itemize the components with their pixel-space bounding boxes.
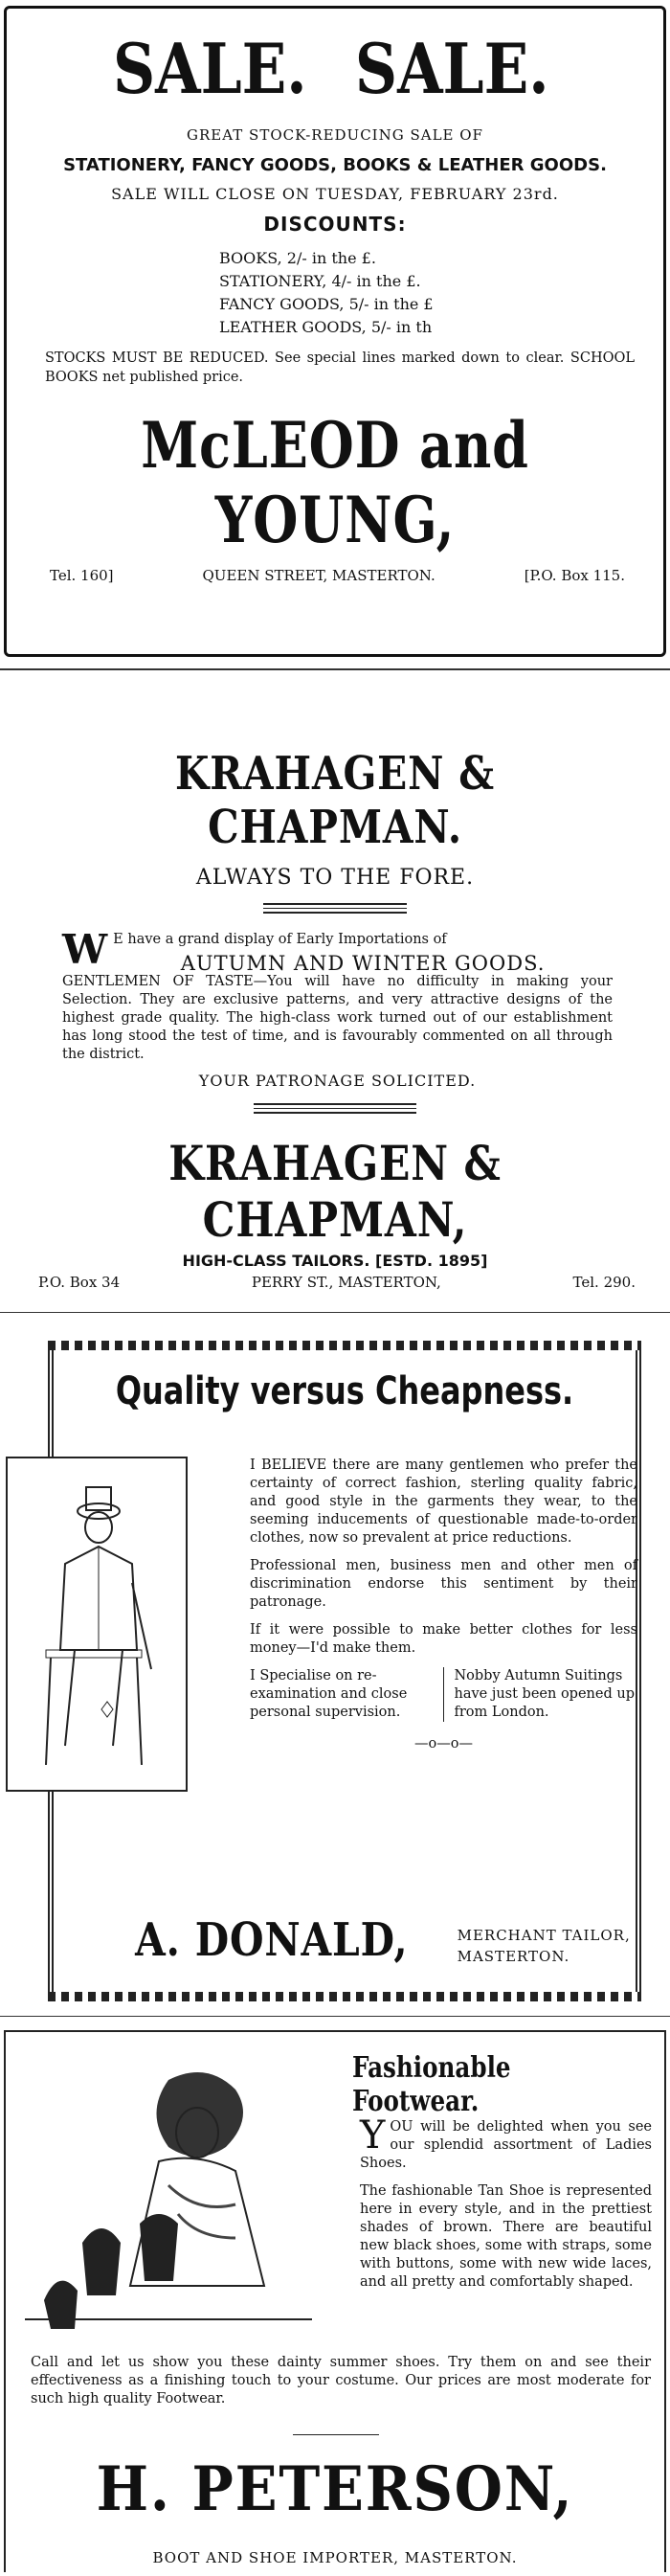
sale-left: SALE. — [112, 28, 307, 109]
paragraph — [360, 2113, 652, 2173]
merchant-title: MERCHANT TAILOR, — [457, 1927, 631, 1944]
po-box: P.O. Box 34 — [38, 1274, 121, 1291]
body-text — [360, 2113, 652, 2301]
gentleman-illustration — [6, 1457, 188, 1792]
advert-title: Quality versus Cheapness. — [115, 1369, 574, 1413]
stocks-note: STOCKS MUST BE REDUCED. See special lines marked down to clear. SCHOOL BOOKS net published price. — [45, 350, 635, 385]
column-specialise: I Specialise on re-examination and close personal supervision. — [250, 1668, 408, 1720]
sale-subtitle: GREAT STOCK-REDUCING SALE OF — [187, 126, 483, 144]
sale-heading — [56, 9, 614, 109]
town: MASTERTON. — [457, 1948, 570, 1965]
list-item: FANCY GOODS, 5/- in the £ — [219, 295, 434, 313]
gentlemen-text: GENTLEMEN OF TASTE—You will have no difficulty in making your Selection. They are exclusive patterns, and very attractive designs of the highest grade quality. The high-class work turned out of our establishment has long stood the test of time, and is favourably commented on all through the district. — [62, 974, 613, 1062]
lady-with-shoes-illustration — [25, 2051, 312, 2339]
tailors-line: HIGH-CLASS TAILORS. [ESTD. 1895] — [182, 1252, 488, 1270]
tagline: ALWAYS TO THE FORE. — [195, 866, 475, 890]
divider — [263, 903, 407, 905]
ornament-divider: —o—o— — [414, 1736, 473, 1751]
advert-title: Fashionable Footwear. — [352, 2051, 511, 2118]
autumn-heading: AUTUMN AND WINTER GOODS. — [180, 952, 546, 975]
column-suitings: Nobby Autumn Suitings have just been opened up from London. — [454, 1668, 635, 1720]
call-text: Call and let us show you these dainty summer shoes. Try them on and see their effectiveness as a finishing touch to your costume. Our prices are most moderate for such high quality Footwear. — [31, 2355, 651, 2407]
column-divider — [443, 1667, 445, 1722]
divider — [0, 2016, 670, 2017]
intro: E have a grand display of Early Importations of — [113, 932, 447, 947]
border-ornament — [48, 1992, 641, 2001]
telephone: Tel. 290. — [572, 1274, 636, 1291]
divider — [254, 1108, 416, 1109]
divider — [263, 908, 407, 909]
list-item: LEATHER GOODS, 5/- in th — [219, 318, 433, 336]
brand-h-peterson: H. PETERSON, — [96, 2453, 574, 2525]
po-box: [P.O. Box 115. — [524, 567, 625, 584]
list-item: STATIONERY, 4/- in the £. — [219, 272, 421, 290]
paragraph: The fashionable Tan Shoe is represented here in every style, and in the prettiest shades of brown. There are beautiful new black shoes, some with straps, some with buttons, some with new wide laces, and all pretty and comfortably shaped. — [360, 2183, 652, 2290]
merchant-block — [458, 1925, 631, 1967]
signature-block — [54, 1913, 636, 1967]
divider — [293, 2434, 379, 2435]
divider — [0, 668, 670, 670]
patronage: YOUR PATRONAGE SOLICITED. — [198, 1072, 477, 1090]
brand-krahagen-chapman: KRAHAGEN & CHAPMAN. — [174, 747, 495, 854]
body-text — [250, 1457, 637, 1753]
footer — [0, 1270, 670, 1291]
krahagen-chapman-advert — [0, 747, 670, 1302]
two-columns — [250, 1667, 637, 1722]
address: QUEEN STREET, MASTERTON. — [202, 567, 436, 584]
paragraph: If it were possible to make better clothes for less money—I'd make them. — [250, 1622, 637, 1656]
a-donald-advert — [48, 1341, 641, 2001]
importer-line: BOOT AND SHOE IMPORTER, MASTERTON. — [152, 2549, 518, 2566]
address: PERRY ST., MASTERTON, — [251, 1274, 441, 1291]
close-date: SALE WILL CLOSE ON TUESDAY, FEBRUARY 23rd. — [111, 185, 559, 203]
drop-cap: W — [62, 926, 108, 973]
goods-line: STATIONERY, FANCY GOODS, BOOKS & LEATHER GOODS. — [63, 155, 607, 175]
divider — [254, 1112, 416, 1114]
discount-list — [219, 247, 663, 339]
divider — [254, 1103, 416, 1105]
footer — [7, 557, 663, 584]
drop-cap: Y — [360, 2113, 386, 2158]
brand-krahagen-chapman-footer: KRAHAGEN & CHAPMAN, — [168, 1135, 502, 1248]
discounts-title: DISCOUNTS: — [263, 213, 407, 236]
paragraph: I BELIEVE there are many gentlemen who prefer the certainty of correct fashion, sterling quality fabric, and good style in the garments they wear, to the seeming inducements of questionable made-to-order clothes, now so prevalent at price reductions. — [250, 1457, 637, 1546]
brand-a-donald: A. DONALD, — [135, 1913, 409, 1967]
telephone: Tel. 160] — [50, 567, 114, 584]
body-text — [62, 926, 613, 1090]
h-peterson-advert — [4, 2030, 666, 2572]
sale-right: SALE. — [354, 28, 549, 109]
paragraph: Professional men, business men and other men of discrimination endorse this sentiment by their patronage. — [250, 1558, 637, 1610]
divider — [0, 1312, 670, 1313]
divider — [263, 912, 407, 914]
delighted-text: OU will be delighted when you see our splendid assortment of Ladies Shoes. — [360, 2119, 652, 2171]
brand-mcleod-young: McLEOD and YOUNG, — [141, 408, 529, 557]
list-item: BOOKS, 2/- in the £. — [219, 249, 376, 267]
border-ornament — [48, 1341, 641, 1350]
mcleod-young-advert — [4, 6, 666, 657]
